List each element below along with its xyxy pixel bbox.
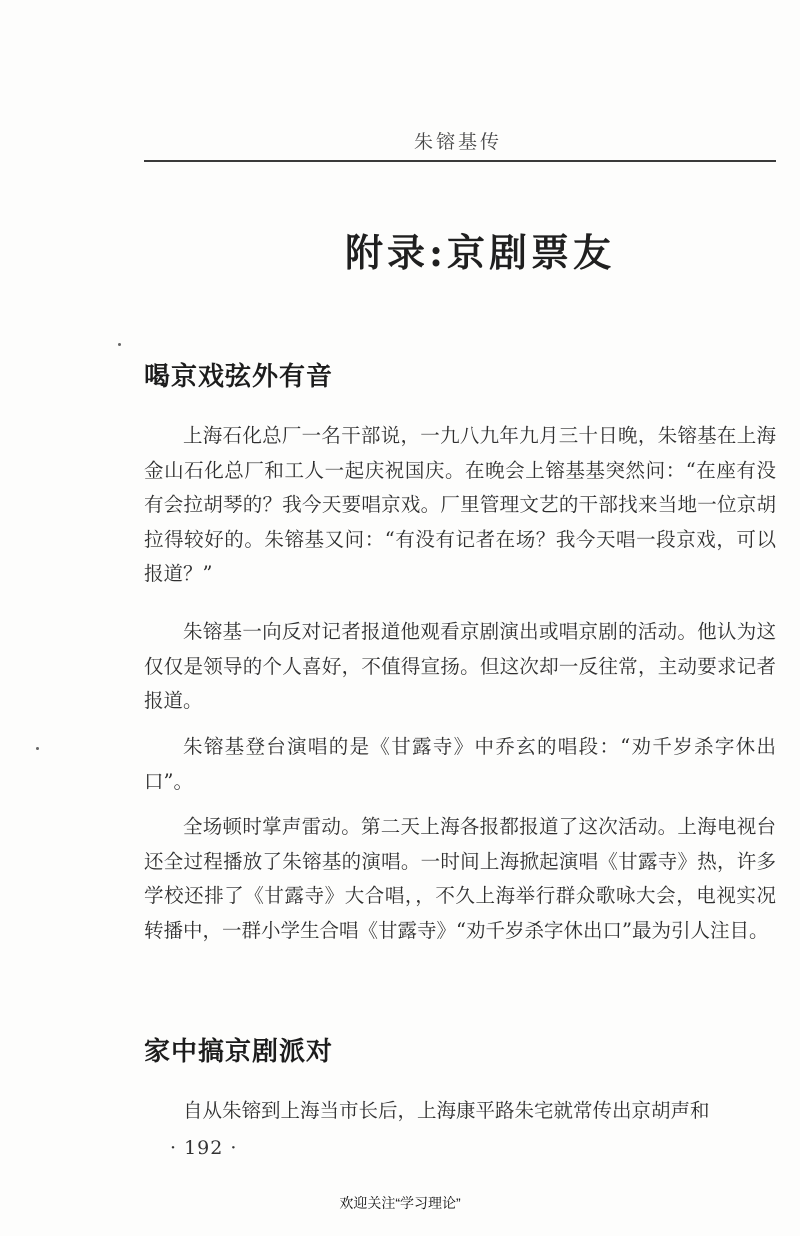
body-paragraph: 上海石化总厂一名干部说，一九八九年九月三十日晚，朱镕基在上海金山石化总厂和工人一起庆祝国庆。在晚会上镕基基突然问：“在座有没有会拉胡琴的？我今天要唱京戏。厂里管理文艺的干部找来当地一位京胡拉得较好的。朱镕基又问：“有没有记者在场？我今天唱一段京戏，可以报道？” <box>144 424 776 585</box>
body-paragraph: 全场顿时掌声雷动。第二天上海各报都报道了这次活动。上海电视台还全过程播放了朱镕基的演唱。一时间上海掀起演唱《甘露寺》热，许多学校还排了《甘露寺》大合唱，，不久上海举行群众歌咏大会，电视实况转播中，一群小学生合唱《甘露寺》“劝千岁杀字休出口”最为引人注目。 <box>144 815 776 942</box>
appendix-title: 附录:京剧票友 <box>344 230 616 275</box>
section-heading: 喝京戏弦外有音 <box>144 362 334 392</box>
section-heading: 家中搞京剧派对 <box>144 1037 334 1067</box>
footer-note: 欢迎关注“学习理论” <box>339 1195 461 1211</box>
body-paragraph: 朱镕基登台演唱的是《甘露寺》中乔玄的唱段：“劝千岁杀字休出口”。 <box>144 735 776 793</box>
body-paragraph: 自从朱镕到上海当市长后，上海康平路朱宅就常传出京胡声和 <box>183 1099 710 1122</box>
body-paragraph: 朱镕基一向反对记者报道他观看京剧演出或唱京剧的活动。他认为这仅仅是领导的个人喜好，不值得宣扬。但这次却一反往常，主动要求记者报道。 <box>144 620 776 712</box>
scan-speck <box>36 747 39 750</box>
header-rule <box>144 160 776 162</box>
running-head: 朱镕基传 <box>413 131 502 153</box>
scan-speck <box>118 343 121 346</box>
page-number: · 192 · <box>170 1137 238 1159</box>
